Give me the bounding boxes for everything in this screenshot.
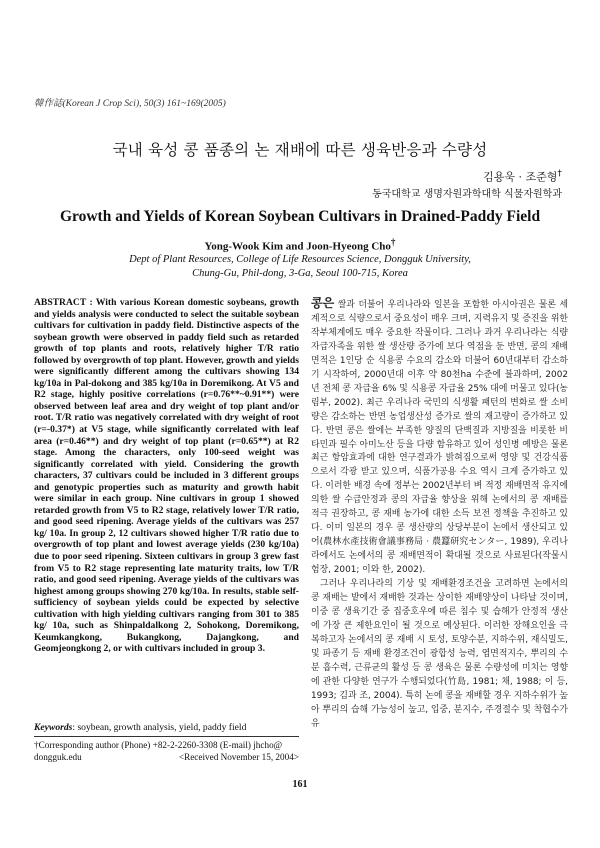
english-affiliation xyxy=(0,253,600,280)
english-author-names: Yong-Wook Kim and Joon-Hyeong Cho xyxy=(204,240,391,253)
received-date: <Received November 15, 2004> xyxy=(178,751,299,762)
footnote-email-domain: dongguk.edu xyxy=(34,751,82,762)
korean-author-names: 김용욱 · 조준형 xyxy=(483,170,558,184)
english-authors xyxy=(0,237,600,253)
footnote-line-1: †Corresponding author (Phone) +82-2-2260-3308 (E-mail) jhcho@ xyxy=(34,740,283,750)
footnote xyxy=(34,740,299,763)
english-author-mark: † xyxy=(390,237,396,247)
korean-affiliation: 동국대학교 생명자원과학대학 식물자원학과 xyxy=(372,189,562,200)
english-affiliation-line-2: Chung-Gu, Phil-dong, 3-Ga, Seoul 100-715, Korea xyxy=(192,267,408,279)
page-number: 161 xyxy=(292,779,308,790)
english-affiliation-line-1: Dept of Plant Resources, College of Life Resources Science, Dongguk University, xyxy=(129,254,471,265)
korean-title: 국내 육성 콩 품종의 논 재배에 따른 생육반응과 수량성 xyxy=(112,141,488,159)
body-paragraph-2: 그러나 우리나라의 기상 및 재배환경조건을 고려하면 논에서의 콩 재배는 밭에서 재배한 것과는 상이한 재배양상이 나타날 것이며, 이중 콩 생육기간 중 집중호우에 따른 침수 및 습해가 안정적 생산에 가장 큰 제한요인이 될 것으로 예상된다. 이러한 장해요인을 극복하고자 논에서의 콩 재배 시 토성, 토양수분, 지하수위, 재식밀도, 및 파종기 등 재배 환경조건이 광합성 능력, 엽면적지수, 뿌리의 수분 흡수력, 근류균의 활성 등 콩 생육은 물론 수량성에 미치는 영향에 관한 다양한 연구가 수행되었다(竹島, 1981; 채, 1988; 이 등, 1993; 김과 조, 2004). 특히 논에 콩을 재배할 경우 지하수위가 높아 뿌리의 습해 가능성이 높고, 입중, 분지수, 주경절수 및 착협수가 유 xyxy=(311,579,568,729)
corresponding-author-mark: † xyxy=(557,168,562,179)
body-dropword: 콩은 xyxy=(311,296,335,310)
footnote-divider xyxy=(34,736,299,737)
keywords-text: : soybean, growth analysis, yield, paddy field xyxy=(72,722,247,733)
footnote-line-2 xyxy=(34,752,299,764)
body-paragraph-1 xyxy=(311,297,568,578)
korean-authors xyxy=(0,168,562,185)
keywords xyxy=(34,722,299,733)
abstract-text: ABSTRACT : With various Korean domestic soybeans, growth and yields analysis were conducted to select the suitable soybean cultivars for cultivation in paddy field. Distinctive aspects of the soybean growth were observed in paddy field such as retarded growth of top plants and roots, relatively higher T/R ratio followed by overgrowth of top plant. However, growth and yields were significantly different among the cultivars showing 134 kg/10a in Pal-dokong and 385 kg/10a in Doremikong. At V5 and R2 stage, highly positive correlations (r=0.76**~0.91**) were observed between leaf area and dry weight of top plant and/or root. T/R ratio was negatively correlated with dry weight of root (r=-0.37*) at V5 stage, while significantly correlated with leaf area (r=0.46**) and dry weight of top plant (r=0.65**) at R2 stage. Among the characters, only 100-seed weight was significantly correlated with yield. Considering the growth characters, 37 cultivars could be included in 3 different groups and genotypic properties such as maturity and growth habit were similar in each group. Nine cultivars in group 1 showed retarded growth from V5 to R2 stage, relatively lower T/R ratio, and good seed ripening. Average yields of the cultivars was 257 kg/ 10a. In group 2, 12 cultivars showed higher T/R ratio due to overgrowth of top plant and lowest average yields (230 kg/10a) due to poor seed ripening. Sixteen cultivars in group 3 grew fast from V5 to R2 stage representing late maturity traits, low T/R ratio, and good seed ripening. Average yields of the cultivars was highest among groups showing 270 kg/10a. In results, stable self-sufficiency of soybean yields could be expected by selective cultivation with high yielding cultivars ranging from 301 to 385 kg/ 10a, such as Shinpaldalkong 2, Sohokong, Doremikong, Keumkangkong, Bukangkong, Dajangkong, and Geomjeongkong 2, or with cultivars included in group 3. xyxy=(34,297,299,655)
journal-citation: 韓作誌(Korean J Crop Sci), 50(3) 161~169(2005) xyxy=(34,99,226,109)
body-paragraph-1-text: 쌀과 더불어 우리나라와 일본을 포함한 아시아권은 물론 세계적으로 식량으로서 중요성이 매우 크며, 지력유지 및 증진을 위한 작부체계에도 매우 중요한 작물이다. 그러나 과거 우리나라는 식량자급자족을 위한 쌀 생산량 증가에 보다 역점을 둔 반면, 콩의 재배면적은 1인당 순 식용콩 수요의 감소와 더불어 60년대부터 감소하기 시작하여, 2000년대 이후 약 80천ha 수준에 불과하며, 2002년 전체 콩 자급율 6% 및 식용콩 자급율 25% 대에 머물고 있다(농림부, 2002). 최근 우리나라 국민의 식생활 패턴의 변화로 쌀 소비량은 감소하는 반면 농업생산성 증가로 쌀의 재고량이 증가하고 있다. 반면 콩은 쌀에는 부족한 양질의 단백질과 지방질을 비롯한 비타민과 필수 아미노산 등을 다량 함유하고 있어 성인병 예방은 물론 최근 항암효과에 대한 연구결과가 밝혀짐으로써 영양 및 건강식품으로서 각광 받고 있으며, 식품가공용 수요 역시 크게 증가하고 있다. 이러한 배경 속에 정부는 2002년부터 벼 적정 재배면적 유지에 의한 쌀 수급안정과 콩의 자급율 향상을 위해 논에서의 콩 재배를 적극 권장하고, 콩 재배 농가에 대한 소득 보전 정책을 추진하고 있다. 이미 일본의 경우 콩 생산량의 상당부분이 논에서 생산되고 있어(農林水產技術會議事務局 · 農蠶研究センター, 1989), 우리나라에서도 논에서의 콩 재배면적이 확대될 것으로 사료된다(작물시험장, 2001; 이와 한, 2002). xyxy=(311,300,568,576)
abstract-column xyxy=(34,297,299,655)
english-title: Growth and Yields of Korean Soybean Cultivars in Drained-Paddy Field xyxy=(59,208,541,225)
body-column xyxy=(311,297,568,732)
keywords-label: Keywords xyxy=(34,722,73,733)
